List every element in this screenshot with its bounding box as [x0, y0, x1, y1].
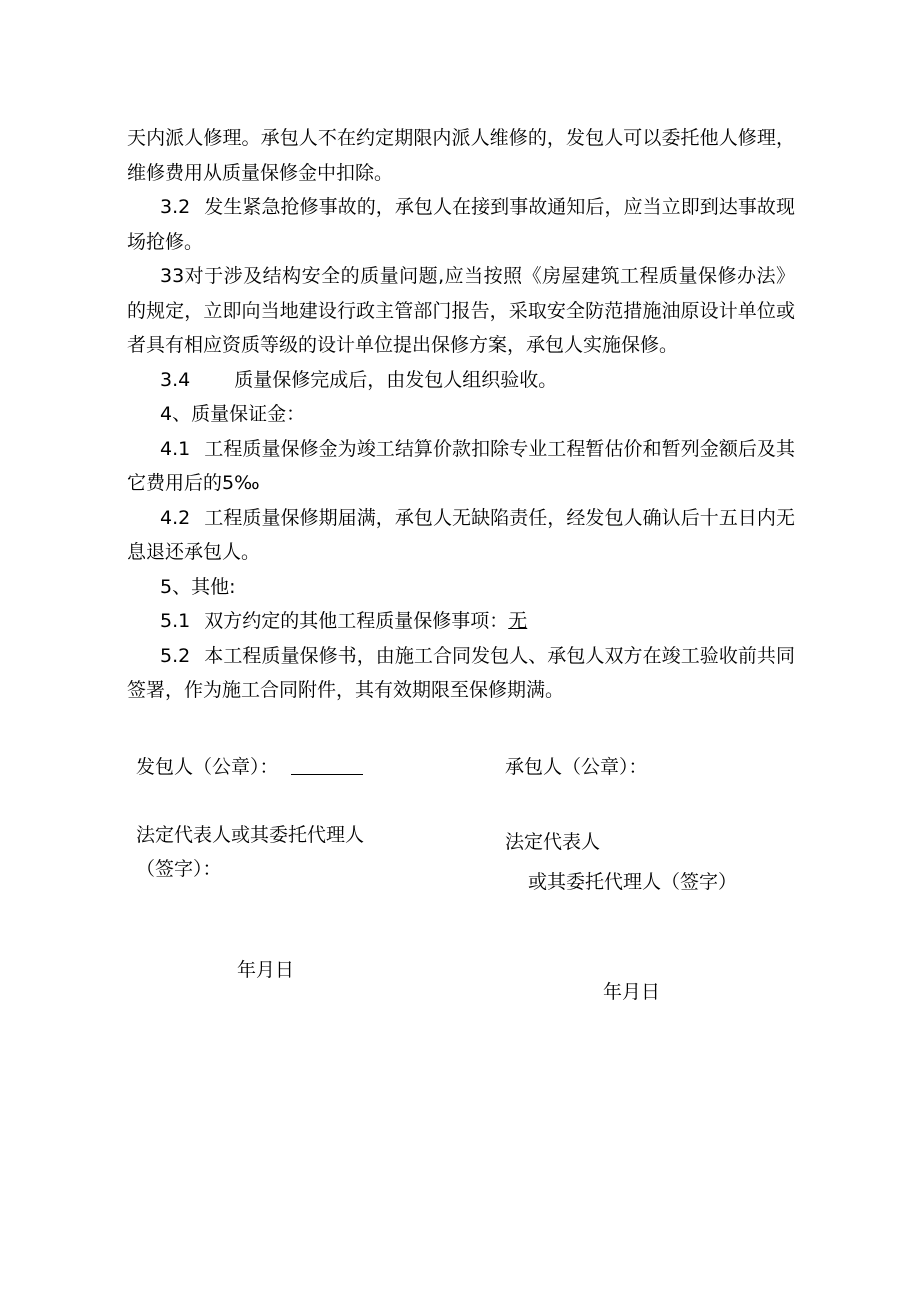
employer-rep-label: 法定代表人或其委托代理人 — [136, 824, 365, 846]
clause-text: 工程质量保修金为竣工结算价款扣除专业工程暂估价和暂列金额后及其它费用后的5‰ — [127, 437, 795, 494]
clause-number: 5.2 — [160, 644, 191, 667]
clause-text: 发生紧急抢修事故的，承包人在接到事故通知后，应当立即到达事故现场抢修。 — [127, 196, 795, 253]
paragraph-5-2 — [127, 639, 795, 708]
contractor-date: 年月日 — [603, 981, 661, 1003]
paragraph-5-1 — [127, 604, 795, 639]
clause-number: 5.1 — [160, 610, 191, 632]
section-heading-5: 5、其他: — [160, 575, 236, 598]
contractor-rep-sign-label: 或其委托代理人（签字） — [528, 871, 738, 893]
paragraph-4-1 — [127, 432, 795, 501]
paragraph-4-2 — [127, 501, 795, 570]
paragraph-3-2 — [127, 190, 795, 259]
document-body — [127, 121, 795, 708]
clause-value: 无 — [508, 610, 528, 632]
clause-text: 双方约定的其他工程质量保修事项： — [204, 610, 509, 632]
employer-date: 年月日 — [237, 959, 295, 981]
clause-number: 3.2 — [160, 196, 191, 218]
paragraph-3-4 — [127, 363, 795, 398]
clause-number: 4.2 — [160, 506, 191, 529]
clause-text: 工程质量保修期届满，承包人无缺陷责任，经发包人确认后十五日内无息退还承包人。 — [127, 506, 795, 563]
employer-seal-blank — [291, 774, 363, 775]
employer-rep-sign-label: （签字）： — [136, 858, 222, 880]
clause-number: 3.4 — [160, 368, 191, 391]
paragraph-3-3: 33对于涉及结构安全的质量问题,应当按照《房屋建筑工程质量保修办法》的规定，立即向当地建设行政主管部门报告，采取安全防范措施油原设计单位或者具有相应资质等级的设计单位提出保修方案，承包人实施保修。 — [127, 265, 795, 356]
clause-text: 本工程质量保修书，由施工合同发包人、承包人双方在竣工验收前共同签署，作为施工合同附件，其有效期限至保修期满。 — [127, 644, 795, 701]
paragraph-continuation: 天内派人修理。承包人不在约定期限内派人维修的，发包人可以委托他人修理，维修费用从质量保修金中扣除。 — [127, 127, 795, 184]
clause-number: 4.1 — [160, 437, 191, 460]
contractor-seal-label: 承包人（公章）： — [505, 756, 648, 778]
section-heading-4: 4、质量保证金： — [160, 403, 306, 425]
employer-seal-label: 发包人（公章）： — [136, 750, 363, 784]
contractor-rep-label: 法定代表人 — [505, 831, 601, 853]
clause-text: 质量保修完成后，由发包人组织验收。 — [234, 368, 558, 391]
